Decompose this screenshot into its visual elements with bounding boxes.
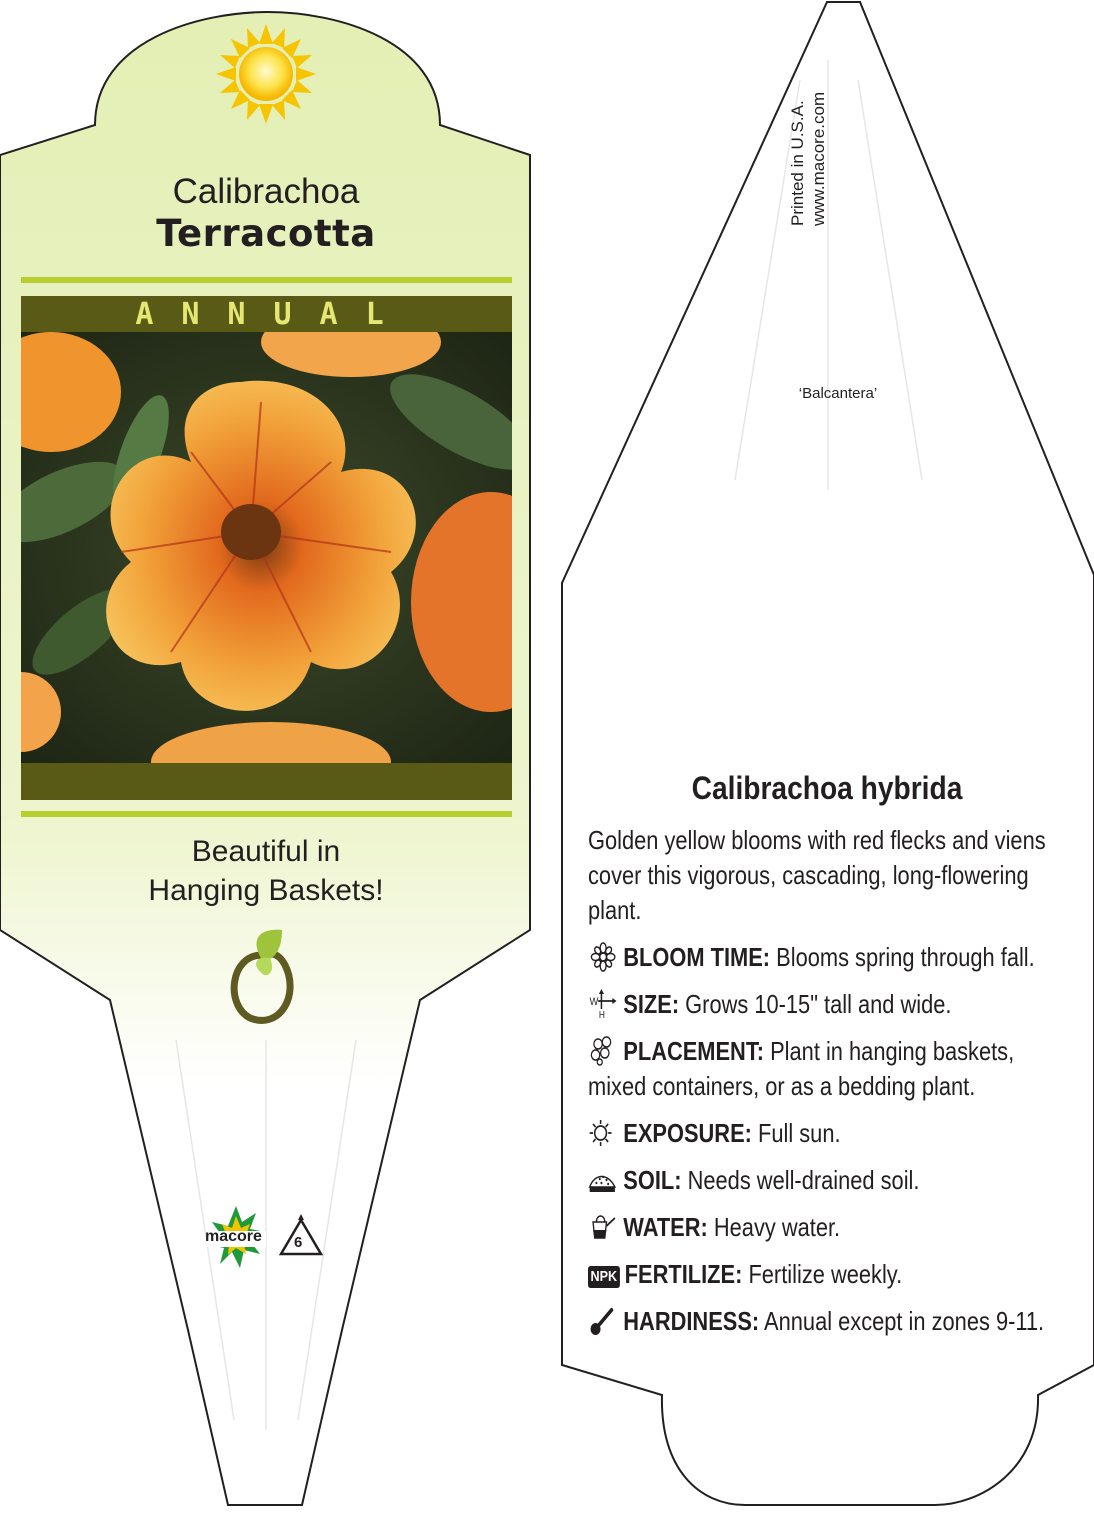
care-label: BLOOM TIME: xyxy=(623,942,771,972)
watering-can-icon xyxy=(588,1212,618,1242)
bottom-green-rule xyxy=(21,811,512,817)
sun-icon xyxy=(588,1118,618,1148)
scientific-name: Calibrachoa hybrida xyxy=(691,770,963,806)
care-text: Annual except in zones 9-11. xyxy=(764,1306,1045,1336)
care-text: Heavy water. xyxy=(713,1212,841,1242)
flower-photo xyxy=(21,332,512,763)
care-text: Needs well-drained soil. xyxy=(687,1165,920,1195)
care-label: PLACEMENT: xyxy=(623,1036,765,1066)
plant-description: Golden yellow blooms with red flecks and viens cover this vigorous, cascading, long-flowering plant. xyxy=(588,825,1046,925)
placement-icon xyxy=(588,1036,618,1066)
care-label: SOIL: xyxy=(623,1165,682,1195)
soil-icon xyxy=(588,1165,618,1195)
care-label: HARDINESS: xyxy=(623,1306,760,1336)
care-soil xyxy=(588,1163,1058,1198)
care-label: WATER: xyxy=(623,1212,708,1242)
flower-icon xyxy=(588,942,618,972)
size-icon xyxy=(588,989,618,1019)
printed-info xyxy=(783,50,843,240)
cultivar-trade-name: ‘Balcantera’ xyxy=(798,385,878,402)
website: www.macore.com xyxy=(809,91,828,226)
size-icon-h: H xyxy=(598,1009,605,1019)
care-exposure xyxy=(588,1116,1058,1151)
care-water xyxy=(588,1210,1058,1245)
photo-bottom-band xyxy=(21,763,512,800)
care-text: Full sun. xyxy=(758,1118,841,1148)
slogan-line-2: Hanging Baskets! xyxy=(148,874,384,907)
care-label: FERTILIZE: xyxy=(624,1259,743,1289)
recycle-code: 6 xyxy=(294,1234,303,1251)
printed-in: Printed in U.S.A. xyxy=(788,100,807,226)
care-hardiness xyxy=(588,1304,1058,1339)
size-icon-w: W xyxy=(589,996,599,1009)
npk-icon: NPK xyxy=(588,1266,620,1288)
care-bloom-time xyxy=(588,940,1058,975)
front-slogan xyxy=(20,832,512,910)
care-text: Blooms spring through fall. xyxy=(776,942,1035,972)
care-label: EXPOSURE: xyxy=(623,1118,752,1148)
plant-cultivar: Terracotta xyxy=(156,212,376,255)
care-text: Grows 10-15" tall and wide. xyxy=(685,989,952,1019)
plant-genus: Calibrachoa xyxy=(172,172,360,211)
care-text: Fertilize weekly. xyxy=(748,1259,903,1289)
care-label: SIZE: xyxy=(623,989,680,1019)
care-size xyxy=(588,987,1058,1022)
care-placement xyxy=(588,1034,1058,1104)
care-fertilize xyxy=(588,1257,1058,1292)
thermometer-icon xyxy=(588,1306,618,1336)
sun-logo-icon xyxy=(216,24,316,124)
slogan-line-1: Beautiful in xyxy=(191,835,341,868)
macore-wordmark: macore xyxy=(205,1228,262,1245)
top-green-rule xyxy=(21,277,512,283)
care-text: Plant in hanging baskets, mixed containers, or as a bedding plant. xyxy=(588,1036,1015,1101)
plant-type-band: ANNUAL xyxy=(21,296,512,332)
